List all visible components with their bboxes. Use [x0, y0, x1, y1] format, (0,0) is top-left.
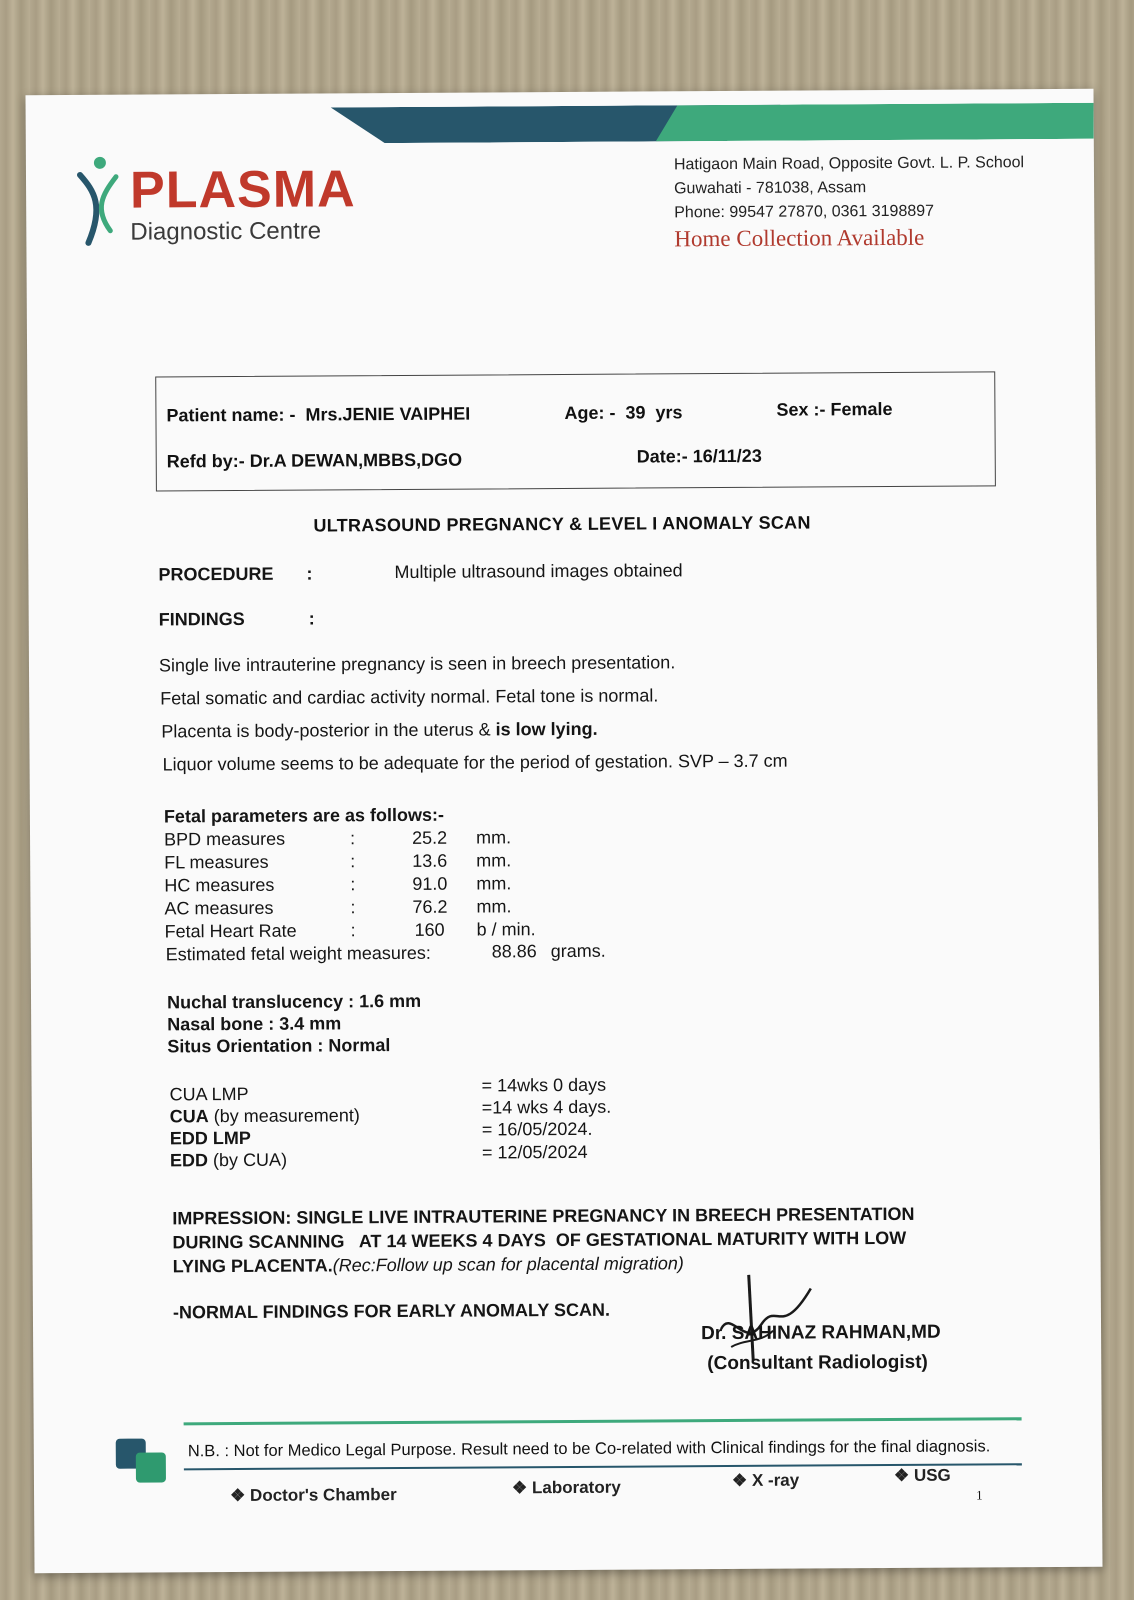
- cua-measurement-label-bold: CUA: [169, 1106, 209, 1127]
- patient-name-label: Patient name: -: [166, 404, 296, 426]
- finding-4: Liquor volume seems to be adequate for the period of gestation. SVP – 3.7 cm: [162, 750, 788, 775]
- efw-value: 88.86: [491, 941, 537, 962]
- efw-unit: grams.: [550, 940, 606, 962]
- service-laboratory: ❖ Laboratory: [511, 1477, 621, 1498]
- header-band-green: [656, 103, 1094, 142]
- param-ac-label: AC measures: [164, 897, 274, 919]
- param-hc-sep: :: [350, 874, 356, 895]
- clinic-logo: [74, 149, 375, 251]
- logo-figure-icon: [74, 151, 135, 251]
- footer-rule-top: [184, 1417, 1022, 1425]
- param-bpd-sep: :: [349, 828, 356, 849]
- param-fhr-value: 160: [414, 919, 445, 940]
- finding-3-text: Placenta is body-posterior in the uterus &: [161, 719, 496, 742]
- edd-cua-label-rest: (by CUA): [207, 1149, 288, 1171]
- phone-number: Phone: 99547 27870, 0361 3198897: [674, 202, 935, 222]
- referred-by: Refd by:- Dr.A DEWAN,MBBS,DGO: [166, 449, 463, 472]
- patient-name-value: Mrs.JENIE VAIPHEI: [305, 403, 471, 425]
- cua-measurement-label: [170, 1105, 360, 1127]
- brand-subtitle: Diagnostic Centre: [130, 217, 322, 246]
- edd-cua-label-bold: EDD: [169, 1150, 209, 1171]
- brand-name: PLASMA: [129, 160, 356, 220]
- patient-age-value: 39: [625, 402, 646, 423]
- param-hc-unit: mm.: [476, 873, 512, 894]
- patient-sex: Sex :- Female: [776, 398, 893, 420]
- param-bpd-unit: mm.: [475, 827, 512, 848]
- param-ac-unit: mm.: [476, 896, 512, 917]
- param-ac-value: 76.2: [412, 896, 448, 917]
- param-bpd-label: BPD measures: [163, 828, 286, 850]
- edd-lmp-label: EDD LMP: [169, 1127, 251, 1149]
- cua-lmp-value: = 14wks 0 days: [481, 1074, 607, 1096]
- impression-recommendation: (Rec:Follow up scan for placental migration): [332, 1253, 684, 1276]
- service-xray: ❖ X -ray: [731, 1470, 800, 1490]
- patient-age-unit: yrs: [655, 402, 683, 423]
- param-fhr-sep: :: [350, 920, 356, 941]
- nuchal-translucency: Nuchal translucency : 1.6 mm: [166, 990, 422, 1013]
- fetal-parameters-heading: Fetal parameters are as follows:-: [163, 804, 445, 827]
- nasal-bone: Nasal bone : 3.4 mm: [167, 1013, 342, 1035]
- procedure-value: Multiple ultrasound images obtained: [394, 560, 683, 583]
- cua-lmp-label: CUA LMP: [169, 1083, 249, 1105]
- report-date: Date:- 16/11/23: [636, 445, 762, 467]
- doctor-role: (Consultant Radiologist): [707, 1351, 928, 1375]
- param-hc-label: HC measures: [164, 874, 275, 896]
- finding-3: [161, 719, 597, 743]
- address-line-2: Guwahati - 781038, Assam: [674, 179, 867, 198]
- impression-line-3: [173, 1253, 684, 1277]
- finding-2: Fetal somatic and cardiac activity normal. Fetal tone is normal.: [160, 685, 659, 709]
- param-fl-value: 13.6: [412, 850, 448, 871]
- patient-age: [564, 402, 682, 424]
- footer-disclaimer: N.B. : Not for Medico Legal Purpose. Result need to be Co-related with Clinical findings for the final diagnosis.: [187, 1437, 991, 1461]
- patient-age-label: Age: -: [564, 402, 616, 423]
- param-fl-sep: :: [350, 851, 356, 872]
- edd-cua-label: [170, 1150, 287, 1172]
- param-ac-sep: :: [350, 897, 356, 918]
- findings-label: FINDINGS: [158, 608, 245, 630]
- doctor-name: Dr. SAHINAZ RAHMAN,MD: [701, 1321, 941, 1345]
- param-bpd-value: 25.2: [411, 827, 448, 848]
- finding-1: Single live intrauterine pregnancy is seen in breech presentation.: [158, 652, 676, 676]
- param-fl-unit: mm.: [476, 850, 512, 871]
- report-title: ULTRASOUND PREGNANCY & LEVEL I ANOMALY SCAN: [313, 512, 811, 536]
- patient-details-box: [155, 371, 996, 491]
- param-fl-label: FL measures: [164, 851, 269, 873]
- clinic-address: [674, 151, 1025, 251]
- cua-measurement-label-rest: (by measurement): [208, 1105, 360, 1127]
- service-usg: ❖ USG: [893, 1465, 951, 1485]
- address-line-1: Hatigaon Main Road, Opposite Govt. L. P. School: [673, 154, 1025, 174]
- procedure-label: PROCEDURE: [158, 563, 274, 585]
- situs-orientation: Situs Orientation : Normal: [167, 1035, 391, 1057]
- edd-cua-value: = 12/05/2024: [481, 1141, 588, 1163]
- impression-line-1: IMPRESSION: SINGLE LIVE INTRAUTERINE PREGNANCY IN BREECH PRESENTATION: [172, 1203, 915, 1229]
- page-number: 1: [976, 1487, 983, 1503]
- footer-square-green: [136, 1452, 166, 1482]
- home-collection-note: Home Collection Available: [674, 224, 925, 252]
- param-hc-value: 91.0: [412, 873, 448, 894]
- findings-colon: :: [308, 608, 315, 629]
- patient-name: [166, 404, 470, 427]
- param-fhr-label: Fetal Heart Rate: [164, 920, 297, 942]
- procedure-colon: :: [306, 563, 313, 584]
- finding-3-emphasis: is low lying.: [495, 718, 598, 740]
- report-sheet: [25, 89, 1102, 1573]
- edd-lmp-value: = 16/05/2024.: [481, 1118, 593, 1140]
- service-doctors-chamber: ❖ Doctor's Chamber: [229, 1485, 397, 1506]
- cua-measurement-value: =14 wks 4 days.: [481, 1096, 612, 1118]
- impression-line-3-text: LYING PLACENTA.: [172, 1255, 333, 1277]
- normal-findings-note: -NORMAL FINDINGS FOR EARLY ANOMALY SCAN.: [172, 1299, 611, 1323]
- impression-line-2: DURING SCANNING AT 14 WEEKS 4 DAYS OF GESTATIONAL MATURITY WITH LOW: [172, 1227, 907, 1253]
- efw-label: Estimated fetal weight measures:: [165, 942, 431, 965]
- param-fhr-unit: b / min.: [476, 919, 536, 940]
